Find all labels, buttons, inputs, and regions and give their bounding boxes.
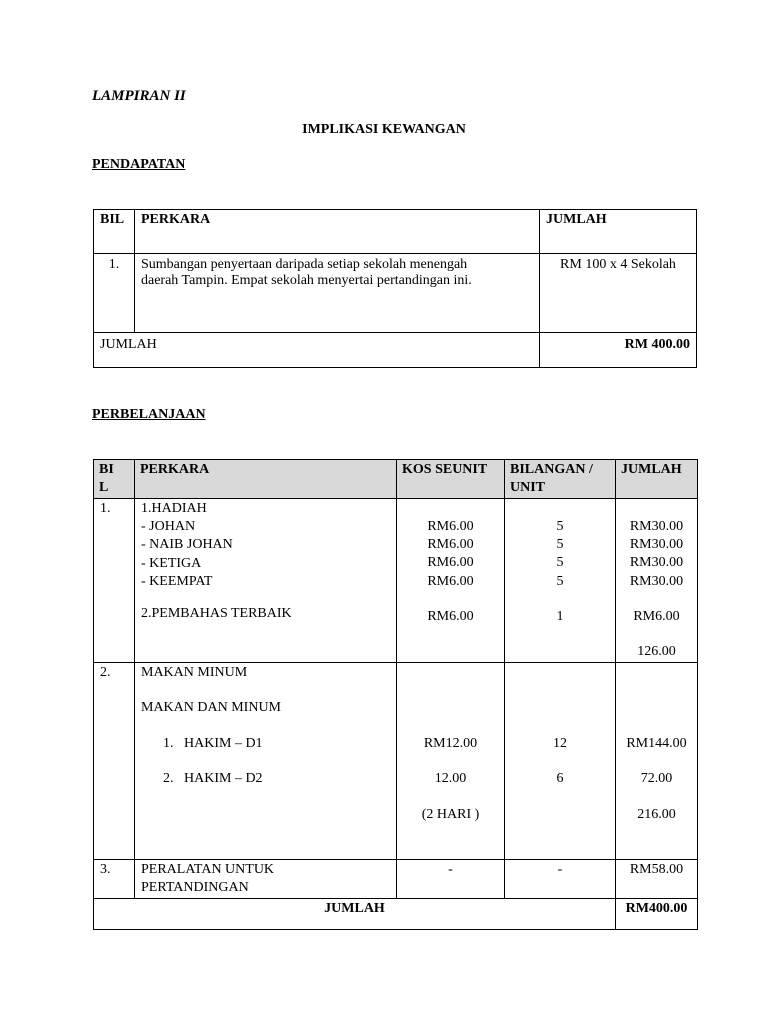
header-text: BILANGAN / — [510, 462, 593, 477]
total-value: RM 400.00 — [540, 333, 697, 368]
bilangan-value: 5 — [556, 519, 564, 534]
row-bilangan — [505, 663, 616, 860]
jumlah-value: RM30.00 — [629, 537, 684, 553]
perbelanjaan-table — [93, 459, 698, 930]
item-title: MAKAN MINUM — [141, 665, 248, 681]
kos-value: 12.00 — [434, 771, 467, 787]
table-row — [94, 254, 697, 333]
item-label: - JOHAN — [141, 519, 196, 535]
subtotal-value: 216.00 — [637, 806, 676, 822]
row-bilangan — [505, 499, 616, 663]
table-row — [94, 860, 698, 899]
header-text: BI — [99, 462, 114, 477]
total-label: JUMLAH — [94, 899, 616, 930]
list-item — [141, 735, 390, 753]
item-label: - NAIB JOHAN — [141, 537, 233, 553]
perbelanjaan-heading: PERBELANJAAN — [92, 407, 206, 422]
row-kos — [397, 663, 505, 860]
pendapatan-table — [93, 209, 697, 368]
row-kos: - — [397, 860, 505, 899]
subtotal-value: 126.00 — [637, 644, 676, 660]
row-perkara — [135, 499, 397, 663]
item-title: PERALATAN UNTUK — [141, 862, 275, 878]
header-text: L — [99, 480, 109, 495]
list-item — [141, 770, 390, 788]
row-bil: 3. — [94, 860, 135, 899]
row-kos — [397, 499, 505, 663]
item-label: - KETIGA — [141, 555, 202, 571]
bilangan-value: 5 — [556, 573, 564, 589]
document-title: IMPLIKASI KEWANGAN — [302, 122, 466, 137]
perkara-line: Sumbangan penyertaan daripada setiap sekolah menengah — [141, 257, 468, 272]
row-bilangan: - — [505, 860, 616, 899]
perkara-line: daerah Tampin. Empat sekolah menyertai pertandingan ini. — [141, 273, 472, 288]
column-header-bil — [94, 460, 135, 499]
item-label: HAKIM – D1 — [184, 735, 263, 751]
bilangan-value: 6 — [556, 771, 564, 787]
item-title: 1.HADIAH — [141, 501, 207, 516]
bilangan-value: 1 — [556, 608, 564, 624]
table-header-row — [94, 460, 698, 499]
kos-value: RM6.00 — [427, 555, 474, 571]
column-header-bilangan — [505, 460, 616, 499]
jumlah-value: RM30.00 — [629, 555, 684, 571]
column-header-jumlah: JUMLAH — [540, 210, 697, 254]
jumlah-value: RM144.00 — [626, 736, 687, 752]
jumlah-value: RM30.00 — [629, 519, 684, 534]
kos-value: RM12.00 — [423, 736, 478, 752]
bilangan-value: 5 — [556, 555, 564, 571]
row-jumlah — [616, 663, 698, 860]
item-label: 2.PEMBAHAS TERBAIK — [141, 606, 292, 622]
total-row — [94, 899, 698, 930]
table-header-row — [94, 210, 697, 254]
table-row — [94, 499, 698, 663]
header-text: UNIT — [510, 480, 546, 495]
item-label: - KEEMPAT — [141, 573, 213, 589]
list-number: 1. — [163, 735, 174, 751]
note-text: (2 HARI ) — [421, 806, 480, 822]
row-bil: 1. — [94, 499, 135, 663]
column-header-bil: BIL — [94, 210, 135, 254]
kos-value: RM6.00 — [427, 608, 474, 624]
row-bil: 2. — [94, 663, 135, 860]
total-value: RM400.00 — [616, 899, 698, 930]
row-perkara — [135, 860, 397, 899]
row-bil: 1. — [94, 254, 135, 333]
column-header-jumlah: JUMLAH — [616, 460, 698, 499]
kos-value: RM6.00 — [427, 537, 474, 553]
item-subtitle: MAKAN DAN MINUM — [141, 700, 281, 716]
item-title: PERTANDINGAN — [141, 880, 249, 896]
row-jumlah — [616, 499, 698, 663]
bilangan-value: 5 — [556, 537, 564, 553]
total-label: JUMLAH — [94, 333, 540, 368]
pendapatan-heading: PENDAPATAN — [92, 157, 186, 172]
item-label: HAKIM – D2 — [184, 770, 263, 786]
total-row — [94, 333, 697, 368]
column-header-perkara: PERKARA — [135, 210, 540, 254]
list-number: 2. — [163, 770, 174, 786]
row-perkara — [135, 254, 540, 333]
jumlah-value: 72.00 — [640, 771, 673, 787]
row-perkara — [135, 663, 397, 860]
jumlah-value: RM6.00 — [633, 608, 680, 624]
jumlah-value: RM30.00 — [629, 573, 684, 589]
row-jumlah: RM 100 x 4 Sekolah — [540, 254, 697, 333]
table-row — [94, 663, 698, 860]
column-header-perkara: PERKARA — [135, 460, 397, 499]
bilangan-value: 12 — [553, 736, 567, 752]
lampiran-label: LAMPIRAN II — [92, 88, 186, 104]
row-jumlah: RM58.00 — [616, 860, 698, 899]
kos-value: RM6.00 — [427, 519, 474, 534]
column-header-kos: KOS SEUNIT — [397, 460, 505, 499]
kos-value: RM6.00 — [427, 573, 474, 589]
